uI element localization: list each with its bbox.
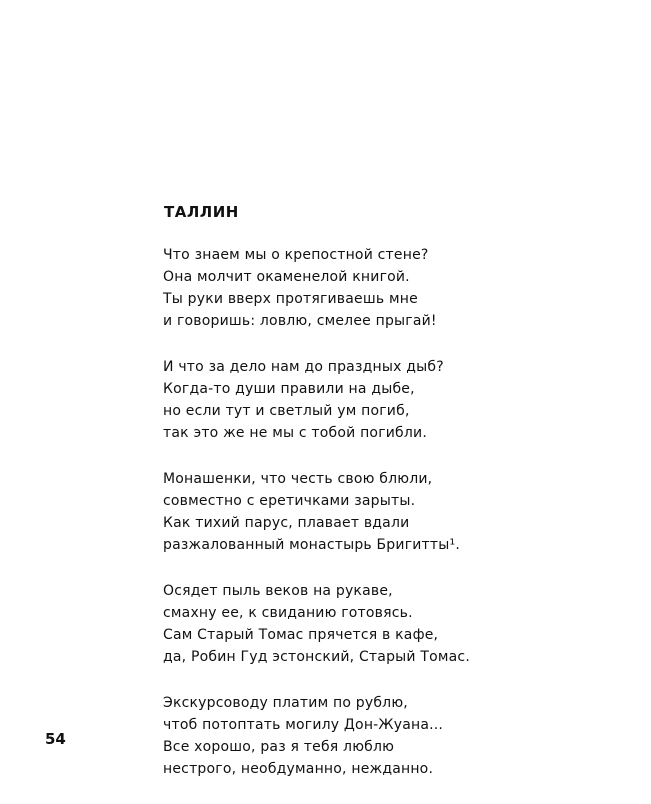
- poem-body: [163, 244, 583, 804]
- poem-line: да, Робин Гуд эстонский, Старый Томас.: [163, 649, 470, 665]
- stanza-5: [163, 692, 583, 780]
- poem-line: Как тихий парус, плавает вдали: [163, 515, 410, 531]
- poem-line: Экскурсоводу платим по рублю,: [163, 695, 408, 711]
- poem-line: Сам Старый Томас прячется в кафе,: [163, 627, 439, 643]
- page-number: 54: [45, 730, 66, 748]
- poem-line: разжалованный монастырь Бригитты¹.: [163, 537, 460, 553]
- stanza-4: [163, 580, 583, 668]
- stanza-3: [163, 468, 583, 556]
- poem-line: так это же не мы с тобой погибли.: [163, 425, 427, 441]
- poem-line: Когда-то души правили на дыбе,: [163, 381, 415, 397]
- poem-line: нестрого, необдуманно, нежданно.: [163, 761, 434, 777]
- poem-line: чтоб потоптать могилу Дон-Жуана...: [163, 717, 444, 733]
- poem-line: смахну ее, к свиданию готовясь.: [163, 605, 413, 621]
- poem-line: И что за дело нам до праздных дыб?: [163, 359, 444, 375]
- poem-line: Что знаем мы о крепостной стене?: [163, 247, 429, 263]
- poem-line: совместно с еретичками зарыты.: [163, 493, 416, 509]
- stanza-1: [163, 244, 583, 332]
- poem-line: но если тут и светлый ум погиб,: [163, 403, 410, 419]
- poem-line: Все хорошо, раз я тебя люблю: [163, 739, 395, 755]
- poem-line: Осядет пыль веков на рукаве,: [163, 583, 393, 599]
- poem-line: и говоришь: ловлю, смелее прыгай!: [163, 313, 437, 329]
- poem-line: Монашенки, что честь свою блюли,: [163, 471, 433, 487]
- stanza-2: [163, 356, 583, 444]
- poem-line: Она молчит окаменелой книгой.: [163, 269, 410, 285]
- poem-title: ТАЛЛИН: [164, 203, 239, 221]
- poem-line: Ты руки вверх протягиваешь мне: [163, 291, 418, 307]
